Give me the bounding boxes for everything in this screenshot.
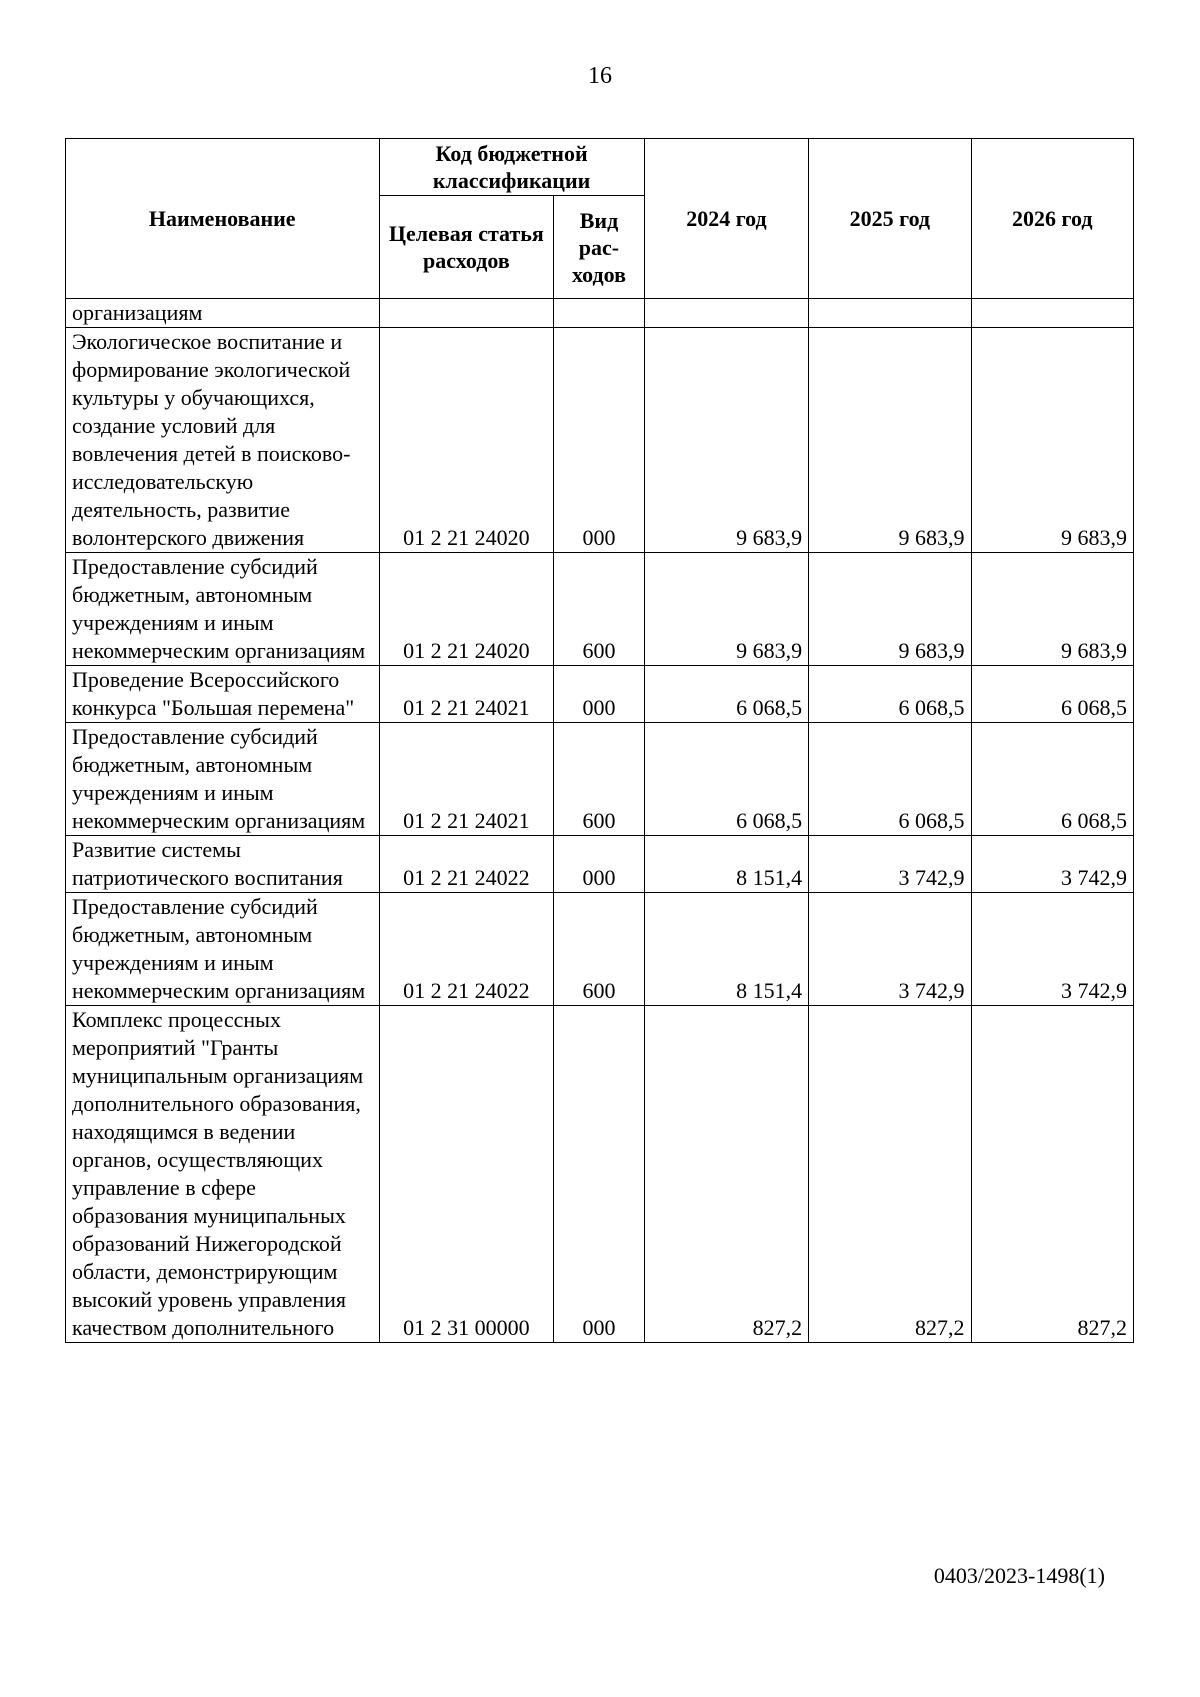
row-expense-type [554, 299, 644, 328]
row-name: Развитие системы патриотического воспитания [66, 836, 380, 893]
row-expense-type: 000 [554, 328, 644, 553]
row-target-article: 01 2 21 24020 [379, 328, 554, 553]
row-value-2025: 9 683,9 [809, 328, 971, 553]
row-value-2026: 827,2 [971, 1006, 1133, 1343]
row-value-2024: 9 683,9 [644, 328, 808, 553]
header-code-group: Код бюджетной классификации [379, 139, 644, 196]
table-body [66, 299, 1134, 1343]
row-value-2025: 827,2 [809, 1006, 971, 1343]
table-row [66, 666, 1134, 723]
row-value-2024: 6 068,5 [644, 723, 808, 836]
row-name: Комплекс процессных мероприятий "Гранты муниципальным организациям дополнительного образования, находящимся в ведении органов, осуществляющих управление в сфере образования муниципальных образований Нижегородской области, демонстрирующим высокий уровень управления качеством дополнительного [66, 1006, 380, 1343]
row-value-2025 [809, 299, 971, 328]
row-expense-type: 000 [554, 666, 644, 723]
row-target-article: 01 2 21 24021 [379, 723, 554, 836]
row-value-2024: 8 151,4 [644, 836, 808, 893]
row-target-article: 01 2 21 24022 [379, 836, 554, 893]
table-row [66, 836, 1134, 893]
header-expense-type: Вид рас-ходов [554, 196, 644, 299]
row-value-2024: 827,2 [644, 1006, 808, 1343]
row-target-article: 01 2 31 00000 [379, 1006, 554, 1343]
header-target-article: Целевая статья расходов [379, 196, 554, 299]
table-row [66, 299, 1134, 328]
row-name: Экологическое воспитание и формирование экологической культуры у обучающихся, создание условий для вовлечения детей в поисково-исследовательскую деятельность, развитие волонтерского движения [66, 328, 380, 553]
document-id: 0403/2023-1498(1) [933, 1563, 1105, 1588]
row-value-2025: 6 068,5 [809, 666, 971, 723]
row-value-2024: 9 683,9 [644, 553, 808, 666]
row-expense-type: 000 [554, 836, 644, 893]
row-value-2024: 6 068,5 [644, 666, 808, 723]
row-name: Предоставление субсидий бюджетным, автономным учреждениям и иным некоммерческим организациям [66, 723, 380, 836]
row-value-2025: 3 742,9 [809, 893, 971, 1006]
header-name: Наименование [66, 139, 380, 299]
row-expense-type: 600 [554, 553, 644, 666]
row-target-article: 01 2 21 24021 [379, 666, 554, 723]
row-value-2026: 3 742,9 [971, 893, 1133, 1006]
row-expense-type: 000 [554, 1006, 644, 1343]
row-value-2026: 6 068,5 [971, 723, 1133, 836]
header-2026: 2026 год [971, 139, 1133, 299]
table-row [66, 553, 1134, 666]
row-expense-type: 600 [554, 893, 644, 1006]
header-2025: 2025 год [809, 139, 971, 299]
row-name: Проведение Всероссийского конкурса "Большая перемена" [66, 666, 380, 723]
table-row [66, 723, 1134, 836]
row-value-2026: 9 683,9 [971, 553, 1133, 666]
table-header [66, 139, 1134, 299]
row-value-2024 [644, 299, 808, 328]
header-2024: 2024 год [644, 139, 808, 299]
table-row [66, 1006, 1134, 1343]
row-name: организациям [66, 299, 380, 328]
row-target-article: 01 2 21 24020 [379, 553, 554, 666]
row-value-2024: 8 151,4 [644, 893, 808, 1006]
row-value-2026: 9 683,9 [971, 328, 1133, 553]
row-value-2026 [971, 299, 1133, 328]
table-row [66, 328, 1134, 553]
row-value-2025: 3 742,9 [809, 836, 971, 893]
page-number: 16 [588, 63, 612, 89]
row-value-2026: 3 742,9 [971, 836, 1133, 893]
row-target-article: 01 2 21 24022 [379, 893, 554, 1006]
budget-table [65, 138, 1134, 1343]
row-expense-type: 600 [554, 723, 644, 836]
table-row [66, 893, 1134, 1006]
row-target-article [379, 299, 554, 328]
row-value-2026: 6 068,5 [971, 666, 1133, 723]
row-value-2025: 9 683,9 [809, 553, 971, 666]
row-value-2025: 6 068,5 [809, 723, 971, 836]
row-name: Предоставление субсидий бюджетным, автономным учреждениям и иным некоммерческим организациям [66, 893, 380, 1006]
row-name: Предоставление субсидий бюджетным, автономным учреждениям и иным некоммерческим организациям [66, 553, 380, 666]
